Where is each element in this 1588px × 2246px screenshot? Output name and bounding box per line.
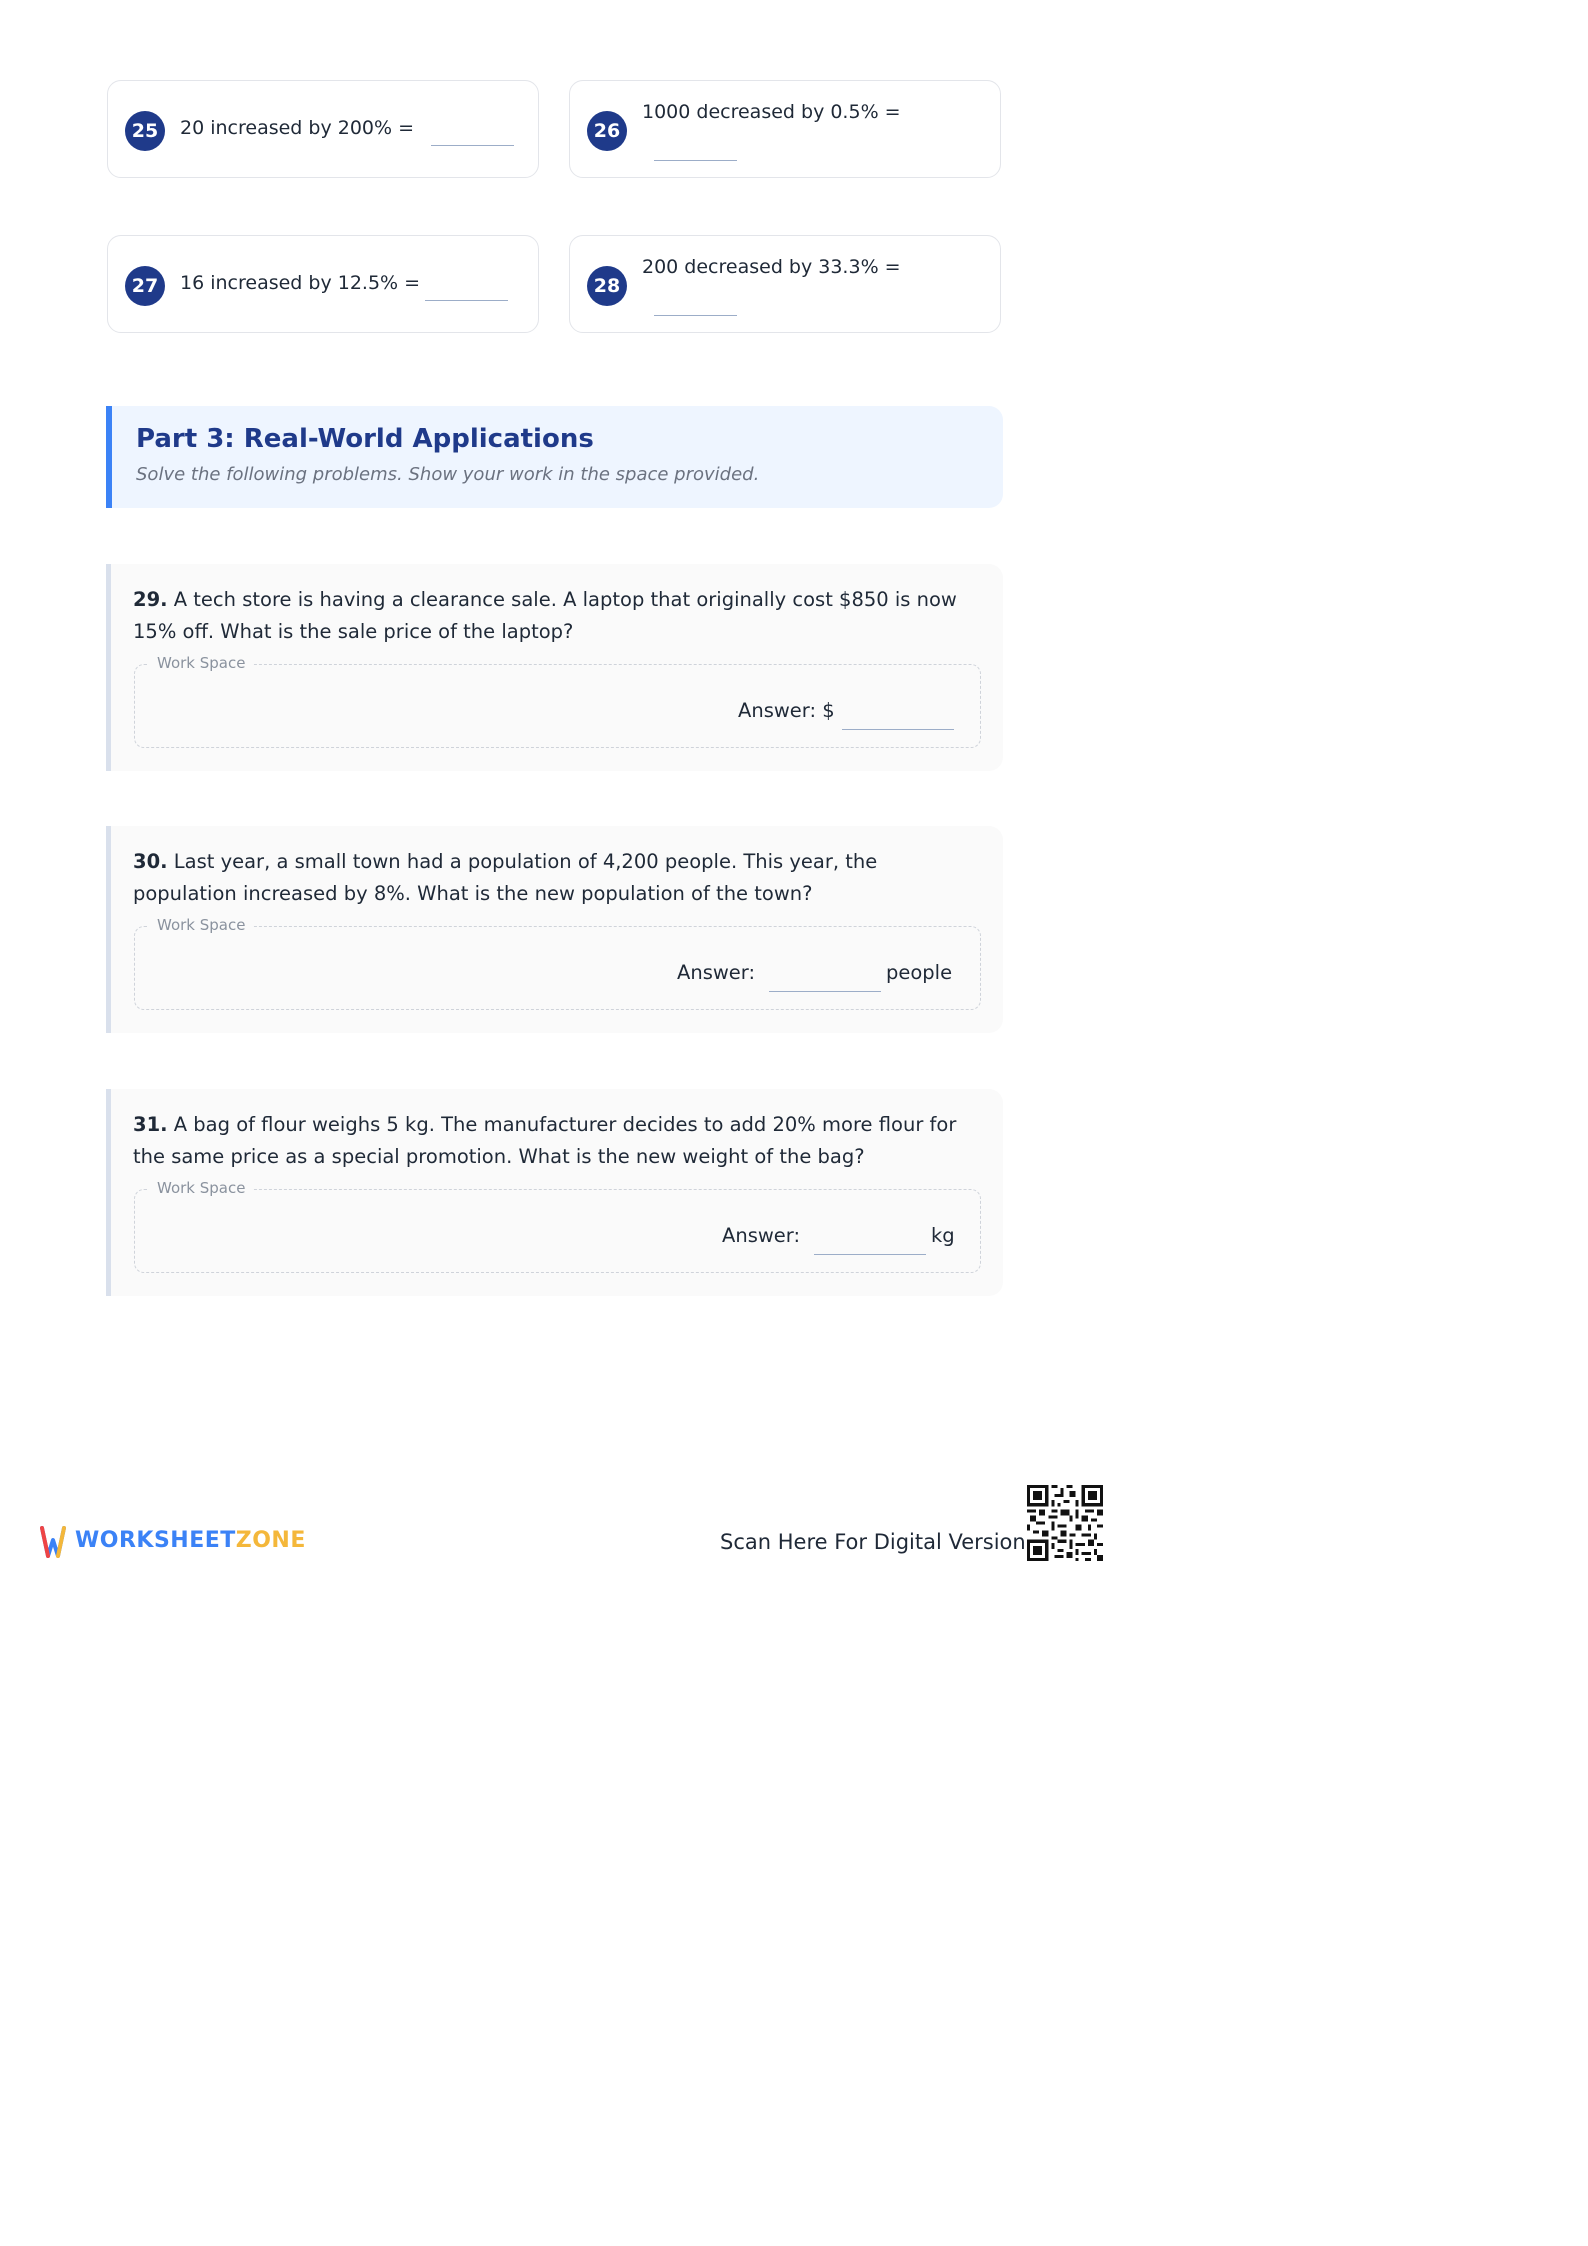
problem-text: 200 decreased by 33.3% = [642,256,901,278]
scan-instruction: Scan Here For Digital Version [720,1530,1026,1554]
answer-blank[interactable] [842,729,954,730]
problem-card-26 [569,80,1001,178]
problem-statement [133,1109,981,1173]
problem-text: 16 increased by 12.5% = [180,272,421,294]
answer-blank[interactable] [769,991,881,992]
qr-code-icon[interactable] [1027,1485,1103,1561]
answer-unit: kg [931,1224,955,1247]
answer-blank[interactable] [814,1254,926,1255]
worksheetzone-logo-icon [40,1522,66,1562]
problem-statement [133,846,981,910]
problem-number: 31. [133,1113,168,1136]
answer-blank[interactable] [425,300,508,301]
word-problem-31 [106,1089,1003,1296]
problem-text: 1000 decreased by 0.5% = [642,101,901,123]
problem-card-27 [107,235,539,333]
work-space-area[interactable] [134,916,981,1010]
work-space-area[interactable] [134,654,981,748]
answer-blank[interactable] [654,160,737,161]
section-title: Part 3: Real-World Applications [136,424,594,454]
problem-card-28 [569,235,1001,333]
answer-label: Answer: [722,1224,801,1247]
problem-number-badge: 25 [125,111,165,151]
answer-blank[interactable] [654,315,737,316]
problem-number-badge: 28 [587,266,627,306]
word-problem-29 [106,564,1003,771]
answer-blank[interactable] [431,145,514,146]
problem-card-25 [107,80,539,178]
problem-body: A bag of flour weighs 5 kg. The manufacturer decides to add 20% more flour for the same price as a special promotion. What is the new weight of the bag? [133,1113,957,1168]
problem-number-badge: 27 [125,266,165,306]
work-space-label: Work Space [149,1179,253,1197]
part3-header [106,406,1003,508]
work-space-label: Work Space [149,654,253,672]
work-space-area[interactable] [134,1179,981,1273]
section-instructions: Solve the following problems. Show your work in the space provided. [136,464,760,485]
brand-name [75,1528,306,1553]
brand-part-2: ZONE [235,1528,306,1553]
answer-unit: people [886,961,953,984]
problem-statement [133,584,981,648]
problem-body: Last year, a small town had a population of 4,200 people. This year, the population increased by 8%. What is the new population of the town? [133,850,878,905]
brand-part-1: WORKSHEET [75,1528,236,1553]
problem-number: 29. [133,588,168,611]
problem-number: 30. [133,850,168,873]
answer-label: Answer: [677,961,756,984]
problem-body: A tech store is having a clearance sale. A laptop that originally cost $850 is now 15% off. What is the sale price of the laptop? [133,588,957,643]
answer-label: Answer: $ [738,699,835,722]
word-problem-30 [106,826,1003,1033]
work-space-label: Work Space [149,916,253,934]
problem-text: 20 increased by 200% = [180,117,415,139]
problem-number-badge: 26 [587,111,627,151]
